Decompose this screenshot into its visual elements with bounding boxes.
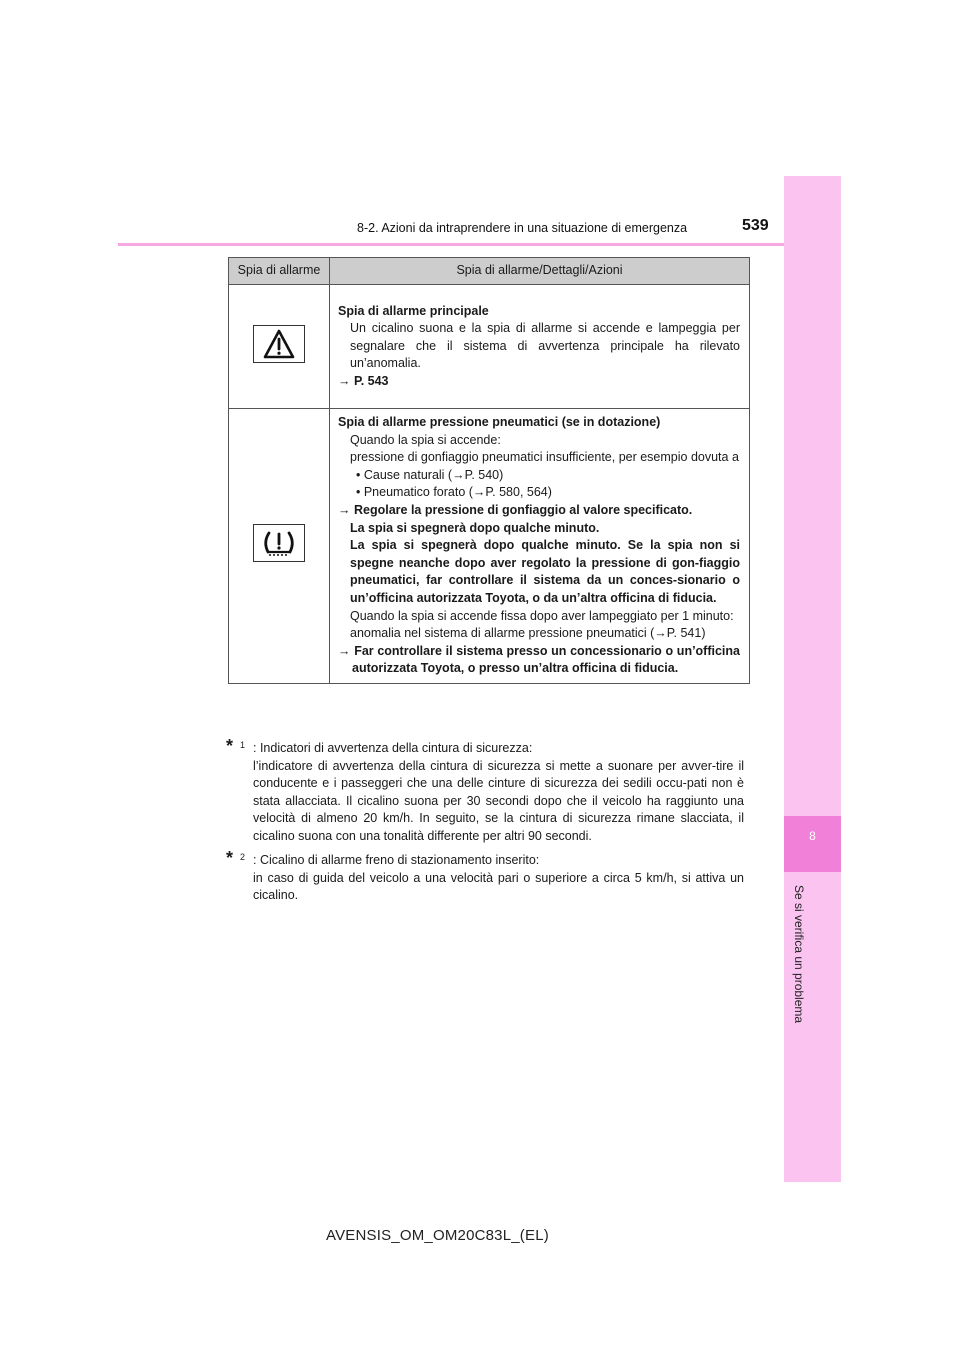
page-reference-text: P. 543 — [353, 373, 389, 388]
table-row — [229, 409, 750, 684]
action-block — [338, 643, 740, 678]
row-title: Spia di allarme principale — [338, 303, 489, 318]
footnote-2 — [226, 848, 744, 905]
table-row — [229, 285, 750, 409]
icon-cell — [229, 409, 330, 684]
section-title: 8-2. Azioni da intraprendere in una situazione di emergenza — [357, 221, 688, 235]
bullet-item: • Cause naturali (→P. 540) — [356, 467, 504, 482]
condition-text: pressione di gonfiaggio pneumatici insufficiente, per esempio dovuta a — [350, 450, 739, 465]
chapter-title: Se si verifica un problema — [792, 885, 806, 1024]
page-reference — [338, 373, 740, 391]
column-header-light: Spia di allarme — [229, 258, 330, 285]
condition-text: Quando la spia si accende fissa dopo aver lampeggiato per 1 minuto: — [350, 608, 734, 623]
icon-cell — [229, 285, 330, 409]
row-description: Un cicalino suona e la spia di allarme si accende e lampeggia per segnalare che il sistema di avvertenza principale ha rilevato un’anomalia. — [350, 321, 740, 371]
footnote-number: 2 — [240, 852, 246, 862]
footnote-mark: * — [226, 848, 234, 868]
warning-lights-table — [228, 257, 750, 684]
action-text: La spia si spegnerà dopo qualche minuto. — [350, 520, 600, 535]
footnote-title: : Indicatori di avvertenza della cintura di sicurezza: — [253, 741, 533, 755]
arrow-glyph: → — [338, 502, 351, 517]
details-cell — [330, 409, 750, 684]
action-text: La spia si spegnerà dopo qualche minuto. Se la spia non si spegne neanche dopo aver regolato la pressione di gon-fiaggio pneumatici, far controllare il sistema da un conces-sionario o un’officina autorizzata Toyota, o da un’altra officina di fiducia. — [350, 538, 740, 605]
page-number: 539 — [742, 217, 769, 234]
chapter-tab — [784, 816, 841, 872]
footnote-body: in caso di guida del veicolo a una velocità pari o superiore a circa 5 km/h, si attiva un cicalino. — [253, 870, 744, 903]
condition-text: Quando la spia si accende: — [350, 432, 501, 447]
table-header-row — [229, 258, 750, 285]
warning-triangle-icon — [253, 325, 305, 363]
bullet-item: • Pneumatico forato (→P. 580, 564) — [356, 485, 552, 500]
footnote-1 — [226, 736, 744, 846]
row-title: Spia di allarme pressione pneumatici (se in dotazione) — [338, 415, 661, 429]
action-text: Regolare la pressione di gonfiaggio al valore specificato. — [353, 502, 693, 517]
footnote-title: : Cicalino di allarme freno di stazionamento inserito: — [253, 853, 540, 867]
footnote-number: 1 — [240, 740, 246, 750]
arrow-glyph: → — [338, 373, 351, 388]
footnote-mark: * — [226, 736, 234, 756]
details-cell — [330, 285, 750, 409]
header-divider — [118, 243, 784, 246]
chapter-number: 8 — [809, 829, 816, 843]
tire-pressure-warning-icon — [253, 524, 305, 562]
action-text: Far controllare il sistema presso un concessionario o un’officina autorizzata Toyota, o presso un’altra officina di fiducia. — [352, 643, 740, 676]
condition-text: anomalia nel sistema di allarme pressione pneumatici (→P. 541) — [350, 626, 706, 641]
document-code: AVENSIS_OM_OM20C83L_(EL) — [326, 1227, 549, 1244]
footnote-body: l’indicatore di avvertenza della cintura di sicurezza si mette a suonare per avver-tire il conducente e i passeggeri che una delle cinture di sicurezza dei sedili occu-pati non è stata allacciata. Il cicalino suona per 30 secondi dopo che il veicolo ha raggiunto una velocità di almeno 20 km/h. In seguito, se la cintura di sicurezza rimane slacciata, il cicalino suona con una tonalità differente per altri 90 secondi. — [253, 758, 744, 843]
arrow-glyph: → — [338, 643, 351, 658]
column-header-details: Spia di allarme/Dettagli/Azioni — [330, 258, 750, 285]
action-block — [338, 502, 740, 520]
